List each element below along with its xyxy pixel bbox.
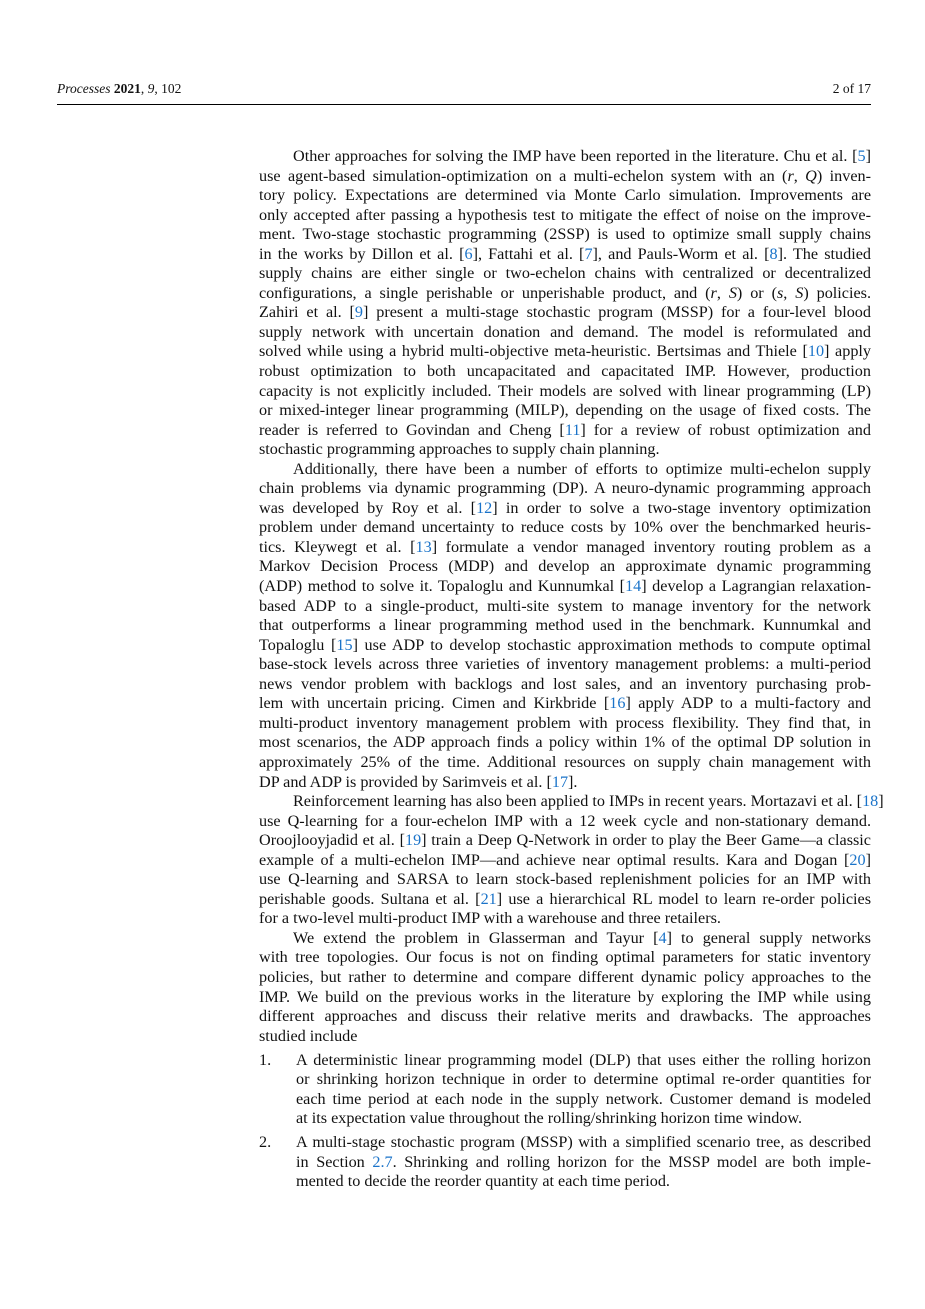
article-number: 102	[161, 81, 182, 96]
text-line: Markov Decision Process (MDP) and develop an approximate dynamic programming	[259, 557, 871, 576]
citation-link[interactable]: 10	[807, 342, 825, 361]
citation-link[interactable]: 17	[551, 772, 569, 791]
text-line: solved while using a hybrid multi-objective meta-heuristic. Bertsimas and Thiele [10] apply	[259, 342, 872, 361]
text-line: policies, but rather to determine and compare different dynamic policy approaches to the	[259, 967, 871, 986]
page-number: 2 of 17	[832, 81, 871, 96]
citation-link[interactable]: 12	[476, 498, 493, 517]
text-line: for a two-level multi-product IMP with a warehouse and three retailers.	[259, 909, 721, 928]
text-line: chain problems via dynamic programming (DP). A neuro-dynamic programming approach	[259, 479, 871, 498]
text-line: supply network with uncertain donation and demand. The model is reformulated and	[259, 322, 871, 341]
text-line: multi-product inventory management problem with process flexibility. They find that, in	[259, 713, 871, 732]
text-line: tory policy. Expectations are determined via Monte Carlo simulation. Improvements are	[259, 186, 871, 205]
text-line: in the works by Dillon et al. [6], Fattahi et al. [7], and Pauls-Worm et al. [8]. The studied	[259, 244, 872, 263]
citation-link[interactable]: 19	[404, 831, 422, 850]
text-line: approximately 25% of the time. Additional resources on supply chain management with	[259, 752, 871, 771]
text-line: Topaloglu [15] use ADP to develop stochastic approximation methods to compute optimal	[259, 635, 871, 654]
text-line: most scenarios, the ADP approach finds a policy within 1% of the optimal DP solution in	[259, 733, 871, 752]
text-line: that outperforms a linear programming method used in the benchmark. Kunnumkal and	[259, 616, 871, 635]
math-variable: S	[728, 283, 737, 302]
text-line: in Section 2.7. Shrinking and rolling horizon for the MSSP model are both imple-	[296, 1152, 872, 1171]
math-variable: r	[710, 283, 717, 302]
text-line: Other approaches for solving the IMP have been reported in the literature. Chu et al. [5]	[293, 147, 871, 165]
paragraph	[259, 460, 871, 792]
header-rule	[57, 104, 871, 105]
math-variable: r	[787, 166, 794, 185]
text-line: configurations, a single perishable or unperishable product, and (r, S) or (s, S) policies.	[259, 283, 872, 302]
citation-link[interactable]: 21	[480, 889, 497, 908]
math-variable: Q	[805, 166, 817, 185]
text-line: example of a multi-echelon IMP—and achieve near optimal results. Kara and Dogan [20]	[259, 850, 871, 869]
list-number: 2.	[259, 1133, 272, 1152]
paragraph	[259, 147, 871, 460]
citation-link[interactable]: 18	[862, 792, 879, 811]
citation-link[interactable]: 20	[849, 850, 866, 869]
citation-link[interactable]: 4	[658, 928, 667, 947]
citation-link[interactable]: 2.7	[372, 1152, 393, 1171]
paragraph	[259, 792, 884, 929]
text-line: capacity is not explicitly included. Their models are solved with linear programming (LP)	[259, 381, 871, 400]
journal-name: Processes	[57, 81, 111, 96]
text-line: DP and ADP is provided by Sarimveis et al. [17].	[259, 772, 578, 791]
text-line: use Q-learning and SARSA to learn stock-based replenishment policies for an IMP with	[259, 870, 871, 889]
text-line: problem under demand uncertainty to reduce costs by 10% over the benchmarked heuris-	[259, 518, 871, 537]
journal-year: 2021	[113, 81, 141, 96]
text-line: studied include	[259, 1026, 358, 1045]
text-line: reader is referred to Govindan and Cheng [11] for a review of robust optimization and	[259, 420, 871, 439]
text-line: or mixed-integer linear programming (MILP), depending on the usage of fixed costs. The	[259, 401, 871, 420]
text-line: Reinforcement learning has also been applied to IMPs in recent years. Mortazavi et al. [18]	[293, 792, 884, 811]
journal-volume: 9	[147, 81, 155, 96]
citation-link[interactable]: 13	[415, 537, 432, 556]
list-item	[259, 1051, 871, 1129]
citation-link[interactable]: 9	[354, 303, 364, 322]
text-line: supply chains are either single or two-echelon chains with centralized or decentralized	[259, 264, 871, 283]
list-item	[259, 1133, 871, 1192]
text-line: lem with uncertain pricing. Cimen and Kirkbride [16] apply ADP to a multi-factory and	[259, 694, 872, 713]
text-line: Zahiri et al. [9] present a multi-stage stochastic program (MSSP) for a four-level blood	[259, 303, 871, 322]
text-line: A multi-stage stochastic program (MSSP) with a simplified scenario tree, as described	[296, 1133, 871, 1152]
text-line: only accepted after passing a hypothesis test to mitigate the effect of noise on the improve-	[259, 205, 871, 224]
citation-link[interactable]: 15	[336, 635, 353, 654]
text-line: each time period at each node in the supply network. Customer demand is modeled	[296, 1089, 871, 1108]
text-line: different approaches and discuss their relative merits and drawbacks. The approaches	[259, 1007, 871, 1026]
text-line: robust optimization to both uncapacitated and capacitated IMP. However, production	[259, 362, 871, 381]
text-line: We extend the problem in Glasserman and Tayur [4] to general supply networks	[293, 928, 871, 947]
text-line: with tree topologies. Our focus is not on finding optimal parameters for static inventory	[259, 948, 871, 967]
text-line: or shrinking horizon technique in order to determine optimal re-order quantities for	[296, 1070, 871, 1089]
text-line: news vendor problem with backlogs and lost sales, and an inventory purchasing prob-	[259, 674, 871, 693]
text-line: perishable goods. Sultana et al. [21] use a hierarchical RL model to learn re-order policies	[259, 889, 871, 908]
citation-link[interactable]: 14	[625, 577, 642, 596]
text-line: use agent-based simulation-optimization on a multi-echelon system with an (r, Q) inven-	[259, 166, 871, 185]
text-line: A deterministic linear programming model (DLP) that uses either the rolling horizon	[296, 1050, 871, 1069]
math-variable: s	[776, 283, 784, 302]
citation-link[interactable]: 6	[464, 244, 473, 263]
citation-link[interactable]: 16	[609, 694, 626, 713]
list-number: 1.	[259, 1050, 272, 1069]
text-line: (ADP) method to solve it. Topaloglu and Kunnumkal [14] develop a Lagrangian relaxation-	[259, 577, 871, 596]
paragraph	[259, 929, 871, 1046]
text-line: ment. Two-stage stochastic programming (2SSP) is used to optimize small supply chains	[259, 225, 871, 244]
text-line: tics. Kleywegt et al. [13] formulate a vendor managed inventory routing problem as a	[259, 537, 871, 556]
citation-link[interactable]: 11	[564, 420, 581, 439]
text-line: was developed by Roy et al. [12] in order to solve a two-stage inventory optimization	[259, 498, 872, 517]
journal-citation: Processes 2021, 9, 102	[57, 81, 182, 96]
text-line: based ADP to a single-product, multi-site system to manage inventory for the network	[259, 596, 871, 615]
citation-link[interactable]: 7	[584, 244, 593, 263]
text-line: Oroojlooyjadid et al. [19] train a Deep Q-Network in order to play the Beer Game—a classic	[259, 831, 871, 850]
math-variable: S	[795, 283, 804, 302]
body-text	[259, 147, 884, 1192]
text-line: at its expectation value throughout the rolling/shrinking horizon time window.	[296, 1109, 803, 1128]
text-line: Additionally, there have been a number of efforts to optimize multi-echelon supply	[293, 459, 871, 478]
text-line: use Q-learning for a four-echelon IMP with a 12 week cycle and non-stationary demand.	[259, 811, 871, 830]
text-line: IMP. We build on the previous works in the literature by exploring the IMP while using	[259, 987, 871, 1006]
approaches-list	[259, 1051, 871, 1192]
citation-link[interactable]: 5	[857, 147, 866, 165]
text-line: mented to decide the reorder quantity at each time period.	[296, 1172, 670, 1191]
citation-link[interactable]: 8	[769, 244, 778, 263]
text-line: base-stock levels across three varieties of inventory management problems: a multi-period	[259, 655, 871, 674]
text-line: stochastic programming approaches to supply chain planning.	[259, 440, 660, 459]
